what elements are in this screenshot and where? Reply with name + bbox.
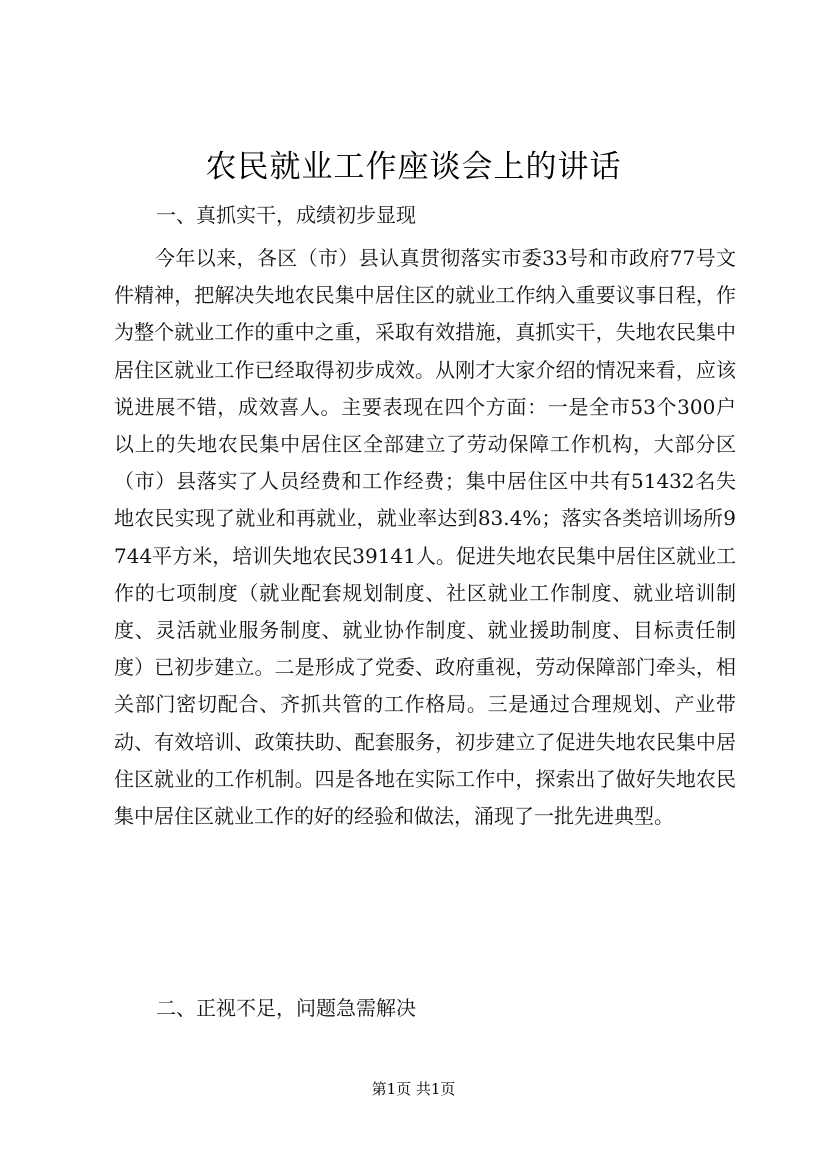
page-footer: 第1页 共1页	[371, 1080, 456, 1098]
section-heading-1: 一、真抓实干，成绩初步显现	[156, 203, 416, 227]
section-1-paragraph: 今年以来，各区（市）县认真贯彻落实市委33号和市政府77号文件精神，把解决失地农民集中居住区的就业工作纳入重要议事日程，作为整个就业工作的重中之重，采取有效措施，真抓实干，失地农民集中居住区就业工作已经取得初步成效。从刚才大家介绍的情况来看，应该说进展不错，成效喜人。主要表现在四个方面：一是全市53个300户以上的失地农民集中居住区全部建立了劳动保障工作机构，大部分区（市）县落实了人员经费和工作经费；集中居住区中共有51432名失地农民实现了就业和再就业，就业率达到83.4%；落实各类培训场所9744平方米，培训失地农民39141人。促进失地农民集中居住区就业工作的七项制度（就业配套规划制度、社区就业工作制度、就业培训制度、灵活就业服务制度、就业协作制度、就业援助制度、目标责任制度）已初步建立。二是形成了党委、政府重视，劳动保障部门牵头，相关部门密切配合、齐抓共管的工作格局。三是通过合理规划、产业带动、有效培训、政策扶助、配套服务，初步建立了促进失地农民集中居住区就业的工作机制。四是各地在实际工作中，探索出了做好失地农民集中居住区就业工作的好的经验和做法，涌现了一批先进典型。	[114, 246, 736, 829]
section-heading-2: 二、正视不足，问题急需解决	[156, 996, 416, 1020]
document-title: 农民就业工作座谈会上的讲话	[205, 149, 622, 185]
